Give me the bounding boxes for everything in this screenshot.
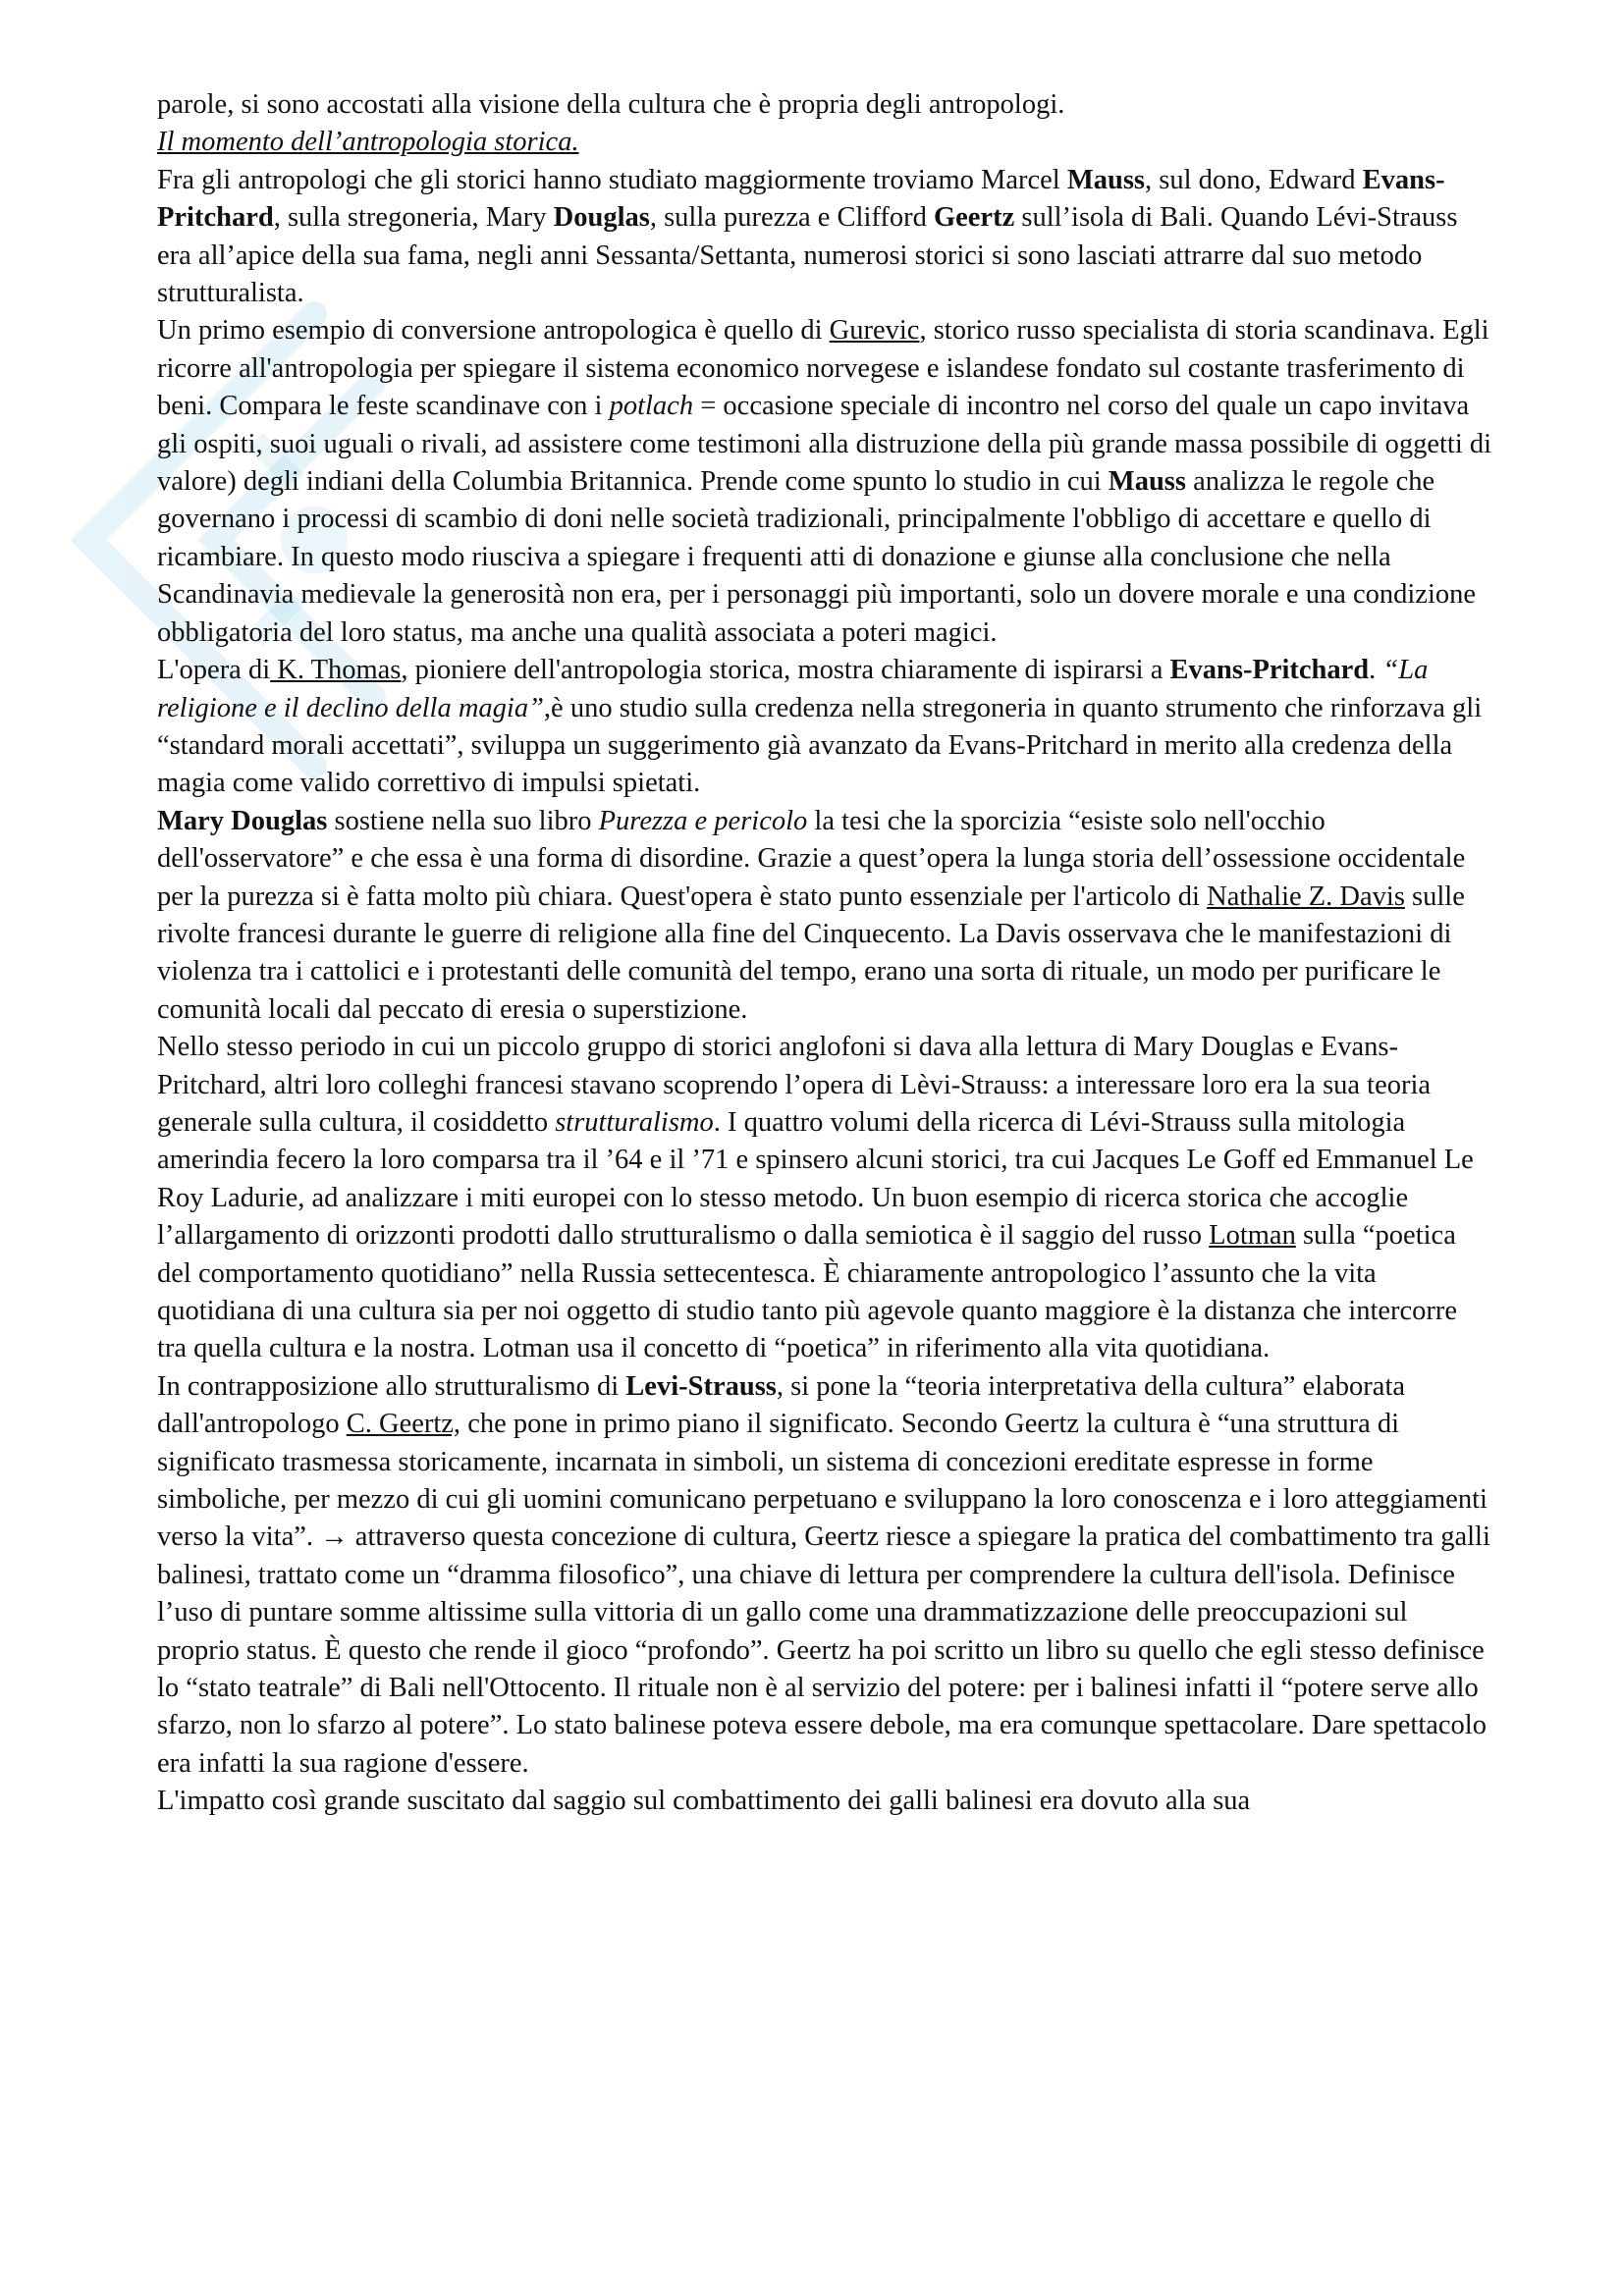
text-run: In contrapposizione allo strutturalismo di: [157, 1370, 626, 1402]
paragraph: [157, 652, 1492, 803]
paragraph: [157, 162, 1492, 313]
underlined-text: Nathalie Z. Davis: [1207, 881, 1405, 912]
text-run: Nello stesso periodo in cui un piccolo gruppo di storici anglofoni si dava alla lettura di Mary Douglas e Evans-Pritchard, altri loro colleghi francesi stavano scoprendo l’opera di Lèvi-Strauss: a interessare loro era la sua teoria generale sulla cultura, il cosiddetto: [157, 1032, 1432, 1138]
paragraph: [157, 1368, 1492, 1783]
text-run: sostiene nella suo libro: [327, 805, 599, 836]
text-run: , si pone la “teoria interpretativa della cultura” elaborata dall'antropologo: [157, 1370, 1406, 1440]
underlined-text: Gurevic: [829, 315, 920, 347]
italic-text: Purezza e pericolo: [598, 805, 808, 836]
paragraph: [157, 803, 1492, 1029]
bold-text: Evans-Pritchard: [157, 164, 1445, 234]
text-run: , sulla purezza e Clifford: [649, 202, 934, 234]
underlined-text: Il momento dell’antropologia storica.: [157, 127, 579, 158]
paragraph: [157, 1029, 1492, 1368]
text-run: sulla “poetica del comportamento quotidiano” nella Russia settecentesca. È chiaramente antropologico l’assunto che la vita quotidiana di una cultura sia per noi oggetto di studio tanto più agevole quanto maggiore è la distanza che intercorre tra quella cultura e la nostra. Lotman usa il concetto di “poetica” in riferimento alla vita quotidiana.: [157, 1220, 1458, 1364]
text-run: parole, si sono accostati alla visione della cultura che è propria degli antropologi.: [157, 89, 1065, 120]
bold-text: Levi-Strauss: [625, 1370, 777, 1402]
text-run: , sul dono, Edward: [1145, 164, 1363, 195]
paragraph: [157, 312, 1492, 652]
bold-text: Douglas: [553, 202, 650, 234]
text-run: , pioniere dell'antropologia storica, mostra chiaramente di ispirarsi a: [401, 655, 1170, 686]
bold-text: Mauss: [1108, 466, 1186, 498]
text-run: Un primo esempio di conversione antropologica è quello di: [157, 315, 830, 347]
text-run: , storico russo specialista di storia scandinava. Egli ricorre all'antropologia per spiegare il sistema economico norvegese e islandese fondato sul costante trasferimento di beni. Compara le feste scandinave con i: [157, 315, 1489, 422]
text-run: . I quattro volumi della ricerca di Lévi-Strauss sulla mitologia amerindia fecero la loro comparsa tra il ’64 e il ’71 e spinsero alcuni storici, tra cui Jacques Le Goff ed Emmanuel Le Roy Ladurie, ad analizzare i miti europei con lo stesso metodo. Un buon esempio di ricerca storica che accoglie l’allargamento di orizzonti prodotti dallo strutturalismo o dalla semiotica è il saggio del russo: [157, 1106, 1474, 1252]
document-body: [157, 86, 1492, 1821]
paragraph: [157, 1783, 1492, 1820]
paragraph: [157, 86, 1492, 124]
bold-text: Mauss: [1066, 164, 1146, 195]
underlined-text: C. Geertz,: [346, 1409, 461, 1440]
text-run: sull’isola di Bali. Quando Lévi-Strauss era all’apice della sua fama, negli anni Sessanta/Settanta, numerosi storici si sono lasciati attrarre dal suo metodo strutturalista.: [157, 202, 1458, 309]
text-run: analizza le regole che governano i processi di scambio di doni nelle società tradizionali, principalmente l'obbligo di accettare e quello di ricambiare. In questo modo riusciva a spiegare i frequenti atti di donazione e giunse alla conclusione che nella Scandinavia medievale la generosità non era, per i personaggi più importanti, solo un dovere morale e una condizione obbligatoria del loro status, ma anche una qualità associata a poteri magici.: [157, 466, 1477, 648]
bold-text: Mary Douglas: [157, 805, 328, 836]
paragraph: [157, 124, 1492, 161]
underlined-text: Lotman: [1209, 1220, 1296, 1252]
bold-text: Evans-Pritchard: [1169, 655, 1370, 686]
text-run: che pone in primo piano il significato. Secondo Geertz la cultura è “una struttura di significato trasmessa storicamente, incarnata in simboli, un sistema di concezioni ereditate espresse in forme simboliche, per mezzo di cui gli uomini comunicano perpetuano e sviluppano la loro conoscenza e i loro atteggiamenti verso la vita”. → attraverso questa concezione di cultura, Geertz riesce a spiegare la pratica del combattimento tra galli balinesi, trattato come un “dramma filosofico”, una chiave di lettura per comprendere la cultura dell'isola. Definisce l’uso di puntare somme altissime sulla vittoria di un gallo come una drammatizzazione delle preoccupazioni sul proprio status. È questo che rende il gioco “profondo”. Geertz ha poi scritto un libro su quello che egli stesso definisce lo “stato teatrale” di Bali nell'Ottocento. Il rituale non è al servizio del potere: per i balinesi infatti il “potere serve allo sfarzo, non lo sfarzo al potere”. Lo stato balinese poteva essere debole, ma era comunque spettacolare. Dare spettacolo era infatti la sua ragione d'essere.: [157, 1409, 1490, 1779]
text-run: = occasione speciale di incontro nel corso del quale un capo invitava gli ospiti, suoi uguali o rivali, ad assistere come testimoni alla distruzione della più grande massa possibile di oggetti di valore) degli indiani della Columbia Britannica. Prende come spunto lo studio in cui: [157, 391, 1492, 498]
text-run: .: [1369, 655, 1383, 686]
text-run: , sulla stregoneria, Mary: [273, 202, 554, 234]
text-run: L'opera di: [157, 655, 271, 686]
italic-text: potlach: [609, 391, 694, 422]
text-run: ,è uno studio sulla credenza nella stregoneria in quanto strumento che rinforzava gli “standard morali accettati”, sviluppa un suggerimento già avanzato da Evans-Pritchard in merito alla credenza della magia come valido correttivo di impulsi spietati.: [157, 692, 1483, 799]
underlined-text: K. Thomas: [270, 655, 402, 686]
text-run: la tesi che la sporcizia “esiste solo nell'occhio dell'osservatore” e che essa è una forma di disordine. Grazie a quest’opera la lunga storia dell’ossessione occidentale per la purezza si è fatta molto più chiara. Quest'opera è stato punto essenziale per l'articolo di: [157, 805, 1466, 912]
text-run: Fra gli antropologi che gli storici hanno studiato maggiormente troviamo Marcel: [157, 164, 1067, 195]
italic-text: “La religione e il declino della magia”: [157, 655, 1429, 723]
text-run: sulle rivolte francesi durante le guerre di religione alla fine del Cinquecento. La Davis osservava che le manifestazioni di violenza tra i cattolici e i protestanti delle comunità del tempo, erano una sorta di rituale, un modo per purificare le comunità locali dal peccato di eresia o superstizione.: [157, 881, 1465, 1025]
text-run: L'impatto così grande suscitato dal saggio sul combattimento dei galli balinesi era dovuto alla sua: [157, 1786, 1251, 1817]
italic-text: strutturalismo: [555, 1106, 714, 1138]
bold-text: Geertz: [933, 202, 1015, 234]
